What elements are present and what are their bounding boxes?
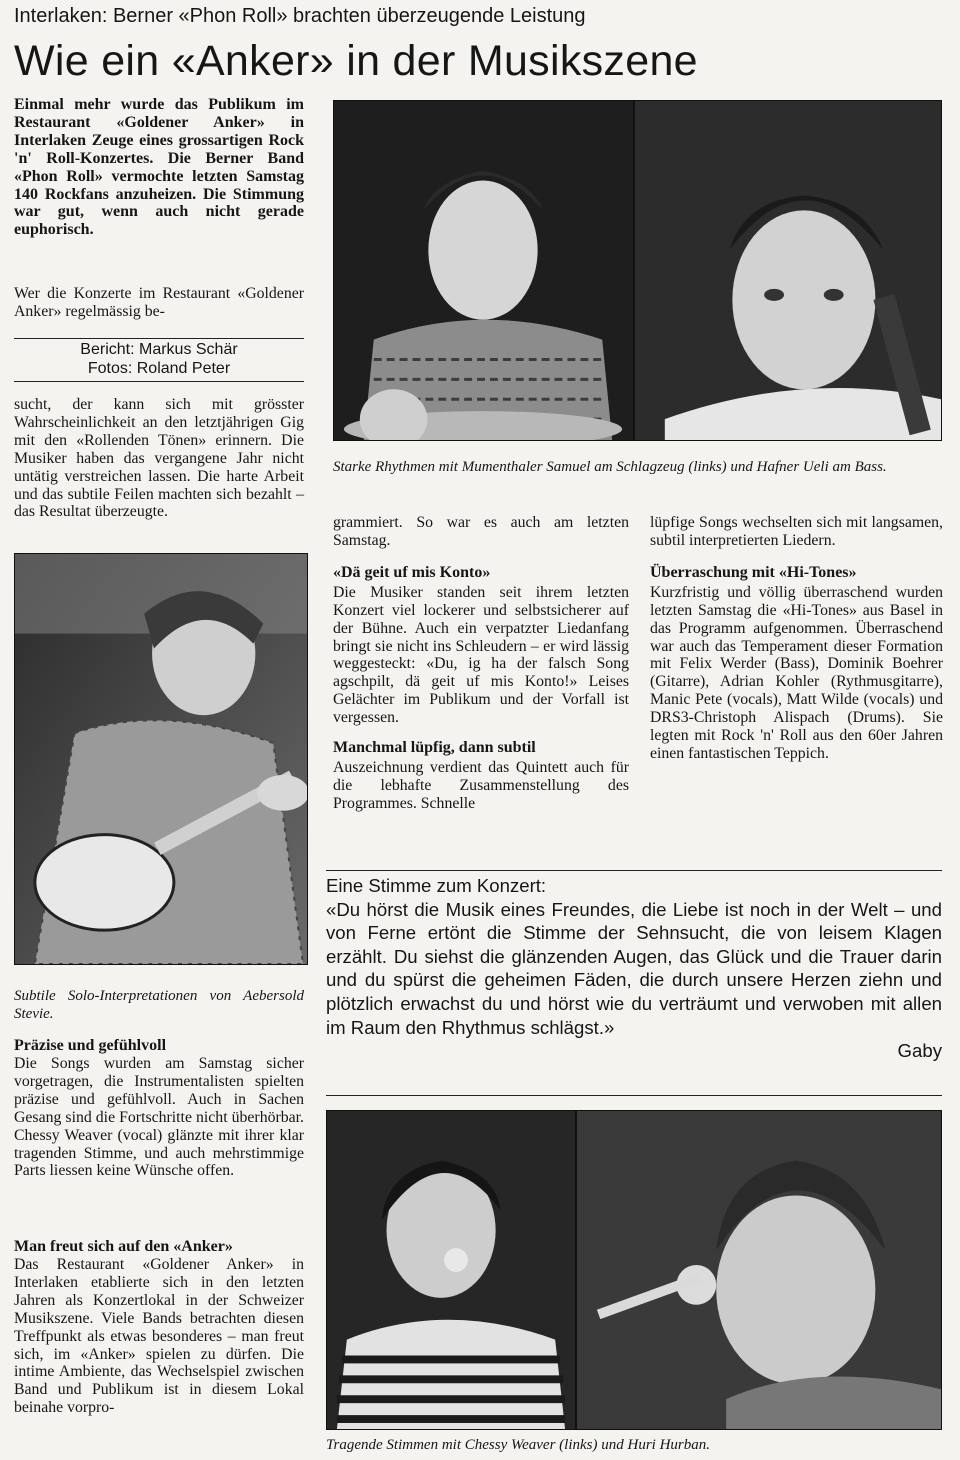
- intro-paragraph-a: Wer die Konzerte im Restaurant «Goldener Anker» regelmässig be-: [14, 285, 304, 320]
- photo-singer-left: [326, 1110, 576, 1430]
- paragraph-luepfig: Auszeichnung verdient das Quintett auch für die lebhafte Zusammenstellung des Programmes. Schnelle: [333, 759, 629, 812]
- subheading-precise: Präzise und gefühlvoll: [14, 1037, 167, 1054]
- quote-author: Gaby: [897, 1040, 942, 1062]
- quote-rule-top: [326, 870, 942, 871]
- subheading-luepfig: Manchmal lüpfig, dann subtil: [333, 739, 536, 757]
- paragraph-songs: lüpfige Songs wechselten sich mit langsamen, subtil interpretierten Liedern.: [650, 514, 943, 549]
- article-kicker: Interlaken: Berner «Phon Roll» brachten überzeugende Leistung: [14, 5, 586, 27]
- paragraph-anker: Das Restaurant «Goldener Anker» in Interlaken etablierte sich in den letzten Jahren als Konzertlokal in der Schweizer Musikszene. Viele Bands betrachten diesen Treffpunkt als etwas besonderes – man freut sich, im «Anker» spielen zu dürfen. Die intime Ambiente, das Wechselspiel zwischen Band und Publikum ist in diesem Lokal beinahe vorpro-: [14, 1256, 304, 1417]
- byline-photographer: Fotos: Roland Peter: [87, 359, 231, 377]
- photo-drummer: [333, 100, 634, 441]
- top-photos-caption: Starke Rhythmen mit Mumenthaler Samuel am Schlagzeug (links) und Hafner Ueli am Bass.: [333, 459, 887, 475]
- quote-text: «Du hörst die Musik eines Freundes, die Liebe ist noch in der Welt – und von Ferne ertönt die Stimme der Sehnsucht, die von leisem Klagen erzählt. Du siehst die glänzenden Augen, das Glück und die Trauer darin und du spürst die geheimen Fäden, die durch unsere Herzen ziehn und plötzlich erwachst du und hörst wie du verträumt und verwoben mit allen im Raum den Rhythmus schlägst.»: [326, 898, 942, 1038]
- paragraph-precise: Die Songs wurden am Samstag sicher vorgetragen, die Instrumentalisten spielten präzise und gefühlvoll. Auch in Sachen Gesang sind die Fortschritte nicht überhörbar. Chessy Weaver (vocal) glänzte mit ihrer klar tragenden Stimme, und auch mehrstimmige Parts liessen keine Wünsche offen.: [14, 1055, 304, 1180]
- bottom-photos-caption: Tragende Stimmen mit Chessy Weaver (links) und Huri Hurban.: [326, 1437, 710, 1453]
- column-2: [333, 514, 629, 813]
- photo-bassist: [634, 100, 942, 441]
- quote-heading: Eine Stimme zum Konzert:: [326, 875, 547, 896]
- quote-box: [326, 874, 942, 1063]
- quote-rule-bottom: [326, 1095, 942, 1096]
- subheading-hitones: Überraschung mit «Hi-Tones»: [650, 563, 857, 581]
- section-precise: [14, 1037, 304, 1180]
- paragraph-konto: Die Musiker standen seit ihrem letzten Konzert viel lockerer und selbstsicherer auf der Bühne. Auch ein verpatzter Liedanfang bringt sie nicht ins Schleudern – er wird lässig weggesteckt: «Du, ig ha der falsch Song agschpilt, dä geit uf mis Konto!» Leises Gelächter im Publikum und der Vorfall ist vergessen.: [333, 583, 629, 727]
- photo-guitarist: [14, 553, 308, 965]
- credit-rule-top: [14, 338, 304, 339]
- credit-rule-bottom: [14, 381, 304, 382]
- photo-guitarist-caption: Subtile Solo-Interpretationen von Aebersold Stevie.: [14, 988, 304, 1022]
- intro-paragraph-b: sucht, der kann sich mit grösster Wahrscheinlichkeit an den letztjährigen Gig mit den «Rollenden Tönen» erinnern. Die Musiker haben das vergangene Jahr nicht untätig verstreichen lassen. Die harte Arbeit und das subtile Feilen machten sich bezahlt – das Resultat überzeugte.: [14, 396, 304, 521]
- photo-singer-right: [576, 1110, 942, 1430]
- byline: [14, 341, 304, 378]
- byline-author: Bericht: Markus Schär: [80, 341, 238, 358]
- paragraph-continuation: grammiert. So war es auch am letzten Samstag.: [333, 514, 629, 549]
- section-anker: [14, 1238, 304, 1417]
- article-lead: Einmal mehr wurde das Publikum im Restaurant «Goldener Anker» in Interlaken Zeuge eines grossartigen Rock 'n' Roll-Konzertes. Die Berner Band «Phon Roll» vermochte letzten Samstag 140 Rockfans anzuheizen. Die Stimmung war gut, wenn auch nicht gerade euphorisch.: [14, 96, 304, 239]
- subheading-konto: «Dä geit uf mis Konto»: [333, 563, 491, 581]
- paragraph-hitones: Kurzfristig und völlig überraschend wurden letzten Samstag die «Hi-Tones» aus Basel in das Programm aufgenommen. Überraschend war auch das Temperament dieser Formation mit Felix Werder (Bass), Dominik Boehrer (Gitarre), Adrian Kohler (Rythmusgitarre), Manic Pete (vocals), Matt Wilde (vocals) und DRS3-Christoph Alispach (Drums). Sie legten mit Rock 'n' Roll aus den 60er Jahren einen fantastischen Teppich.: [650, 583, 943, 762]
- article-headline: Wie ein «Anker» in der Musikszene: [14, 37, 698, 85]
- subheading-anker: Man freut sich auf den «Anker»: [14, 1238, 233, 1255]
- column-3: [650, 514, 943, 763]
